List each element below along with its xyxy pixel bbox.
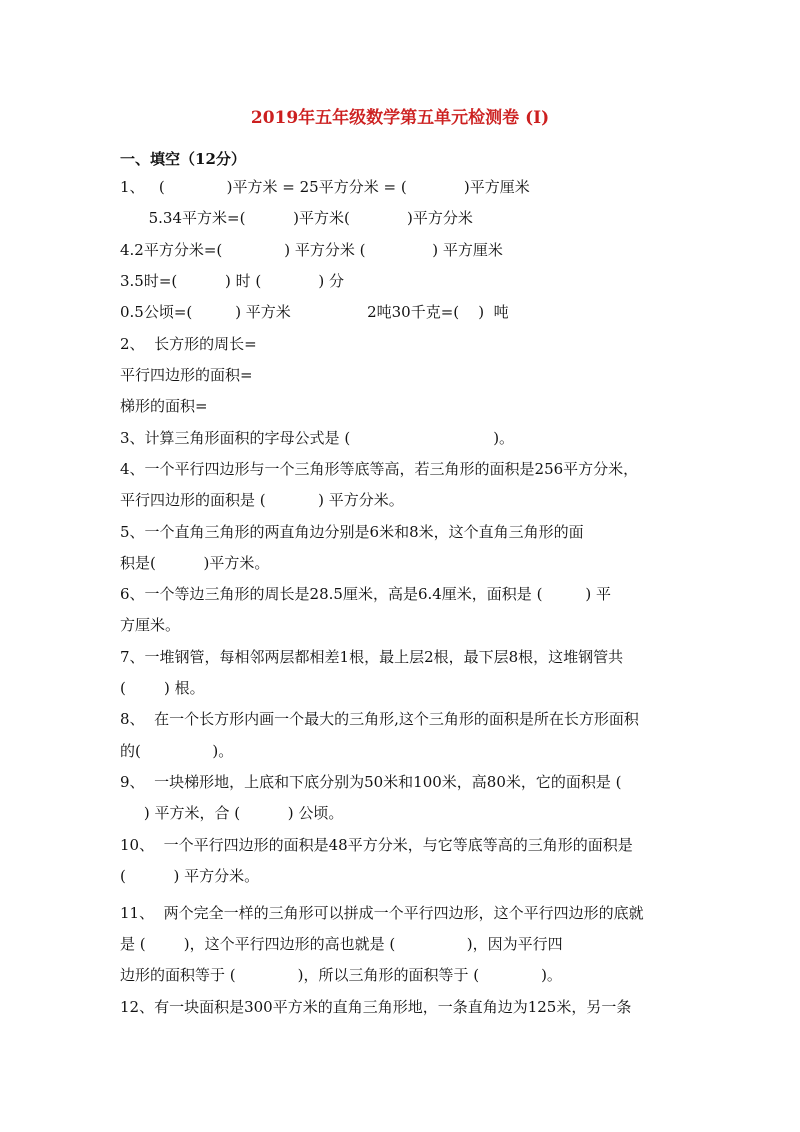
text-line: ) 平方米，合 ( ) 公顷。	[120, 804, 344, 822]
text-line: 6、一个等边三角形的周长是28.5厘米，高是6.4厘米，面积是 ( ) 平	[120, 585, 611, 603]
text-line: 5.34平方米=( )平方米( )平方分米	[120, 209, 473, 227]
page-title: 2019年五年级数学第五单元检测卷 (I)	[250, 108, 550, 128]
text-line: 边形的面积等于 ( )，所以三角形的面积等于 ( )。	[120, 966, 562, 984]
text-line: ( ) 根。	[120, 679, 205, 697]
text-line: 梯形的面积=	[120, 397, 208, 415]
text-line: 平行四边形的面积是 ( ) 平方分米。	[120, 491, 404, 509]
text-line: 是 ( )，这个平行四边形的高也就是 ( )，因为平行四	[120, 935, 563, 953]
text-line: 3.5时=( ) 时 ( ) 分	[120, 272, 345, 290]
text-line: 12、有一块面积是300平方米的直角三角形地，一条直角边为125米，另一条	[120, 998, 632, 1016]
text-line: 的( )。	[120, 742, 234, 760]
text-line: 11、 两个完全一样的三角形可以拼成一个平行四边形，这个平行四边形的底就	[120, 904, 644, 922]
text-line: 2、 长方形的周长=	[120, 335, 257, 353]
text-line: 0.5公顷=( ) 平方米 2吨30千克=( ) 吨	[120, 303, 509, 321]
text-line: 积是( )平方米。	[120, 554, 270, 572]
text-line: 7、一堆钢管，每相邻两层都相差1根，最上层2根，最下层8根，这堆钢管共	[120, 648, 624, 666]
text-line: 5、一个直角三角形的两直角边分别是6米和8米，这个直角三角形的面	[120, 523, 584, 541]
text-line: 1、 ( )平方米 = 25平方分米 = ( )平方厘米	[120, 178, 530, 196]
text-line: 8、 在一个长方形内画一个最大的三角形,这个三角形的面积是所在长方形面积	[120, 710, 639, 728]
section-heading: 一、填空（12分）	[120, 150, 246, 168]
text-line: 4、一个平行四边形与一个三角形等底等高，若三角形的面积是256平方分米，	[120, 460, 639, 478]
text-line: 4.2平方分米=( ) 平方分米 ( ) 平方厘米	[120, 241, 503, 259]
text-line: 3、计算三角形面积的字母公式是 ( )。	[120, 429, 515, 447]
text-line: 9、 一块梯形地，上底和下底分别为50米和100米，高80米，它的面积是 (	[120, 773, 622, 791]
text-line: 方厘米。	[120, 616, 181, 634]
text-line: 平行四边形的面积=	[120, 366, 253, 384]
text-line: 10、 一个平行四边形的面积是48平方分米，与它等底等高的三角形的面积是	[120, 836, 633, 854]
text-line: ( ) 平方分米。	[120, 867, 260, 885]
